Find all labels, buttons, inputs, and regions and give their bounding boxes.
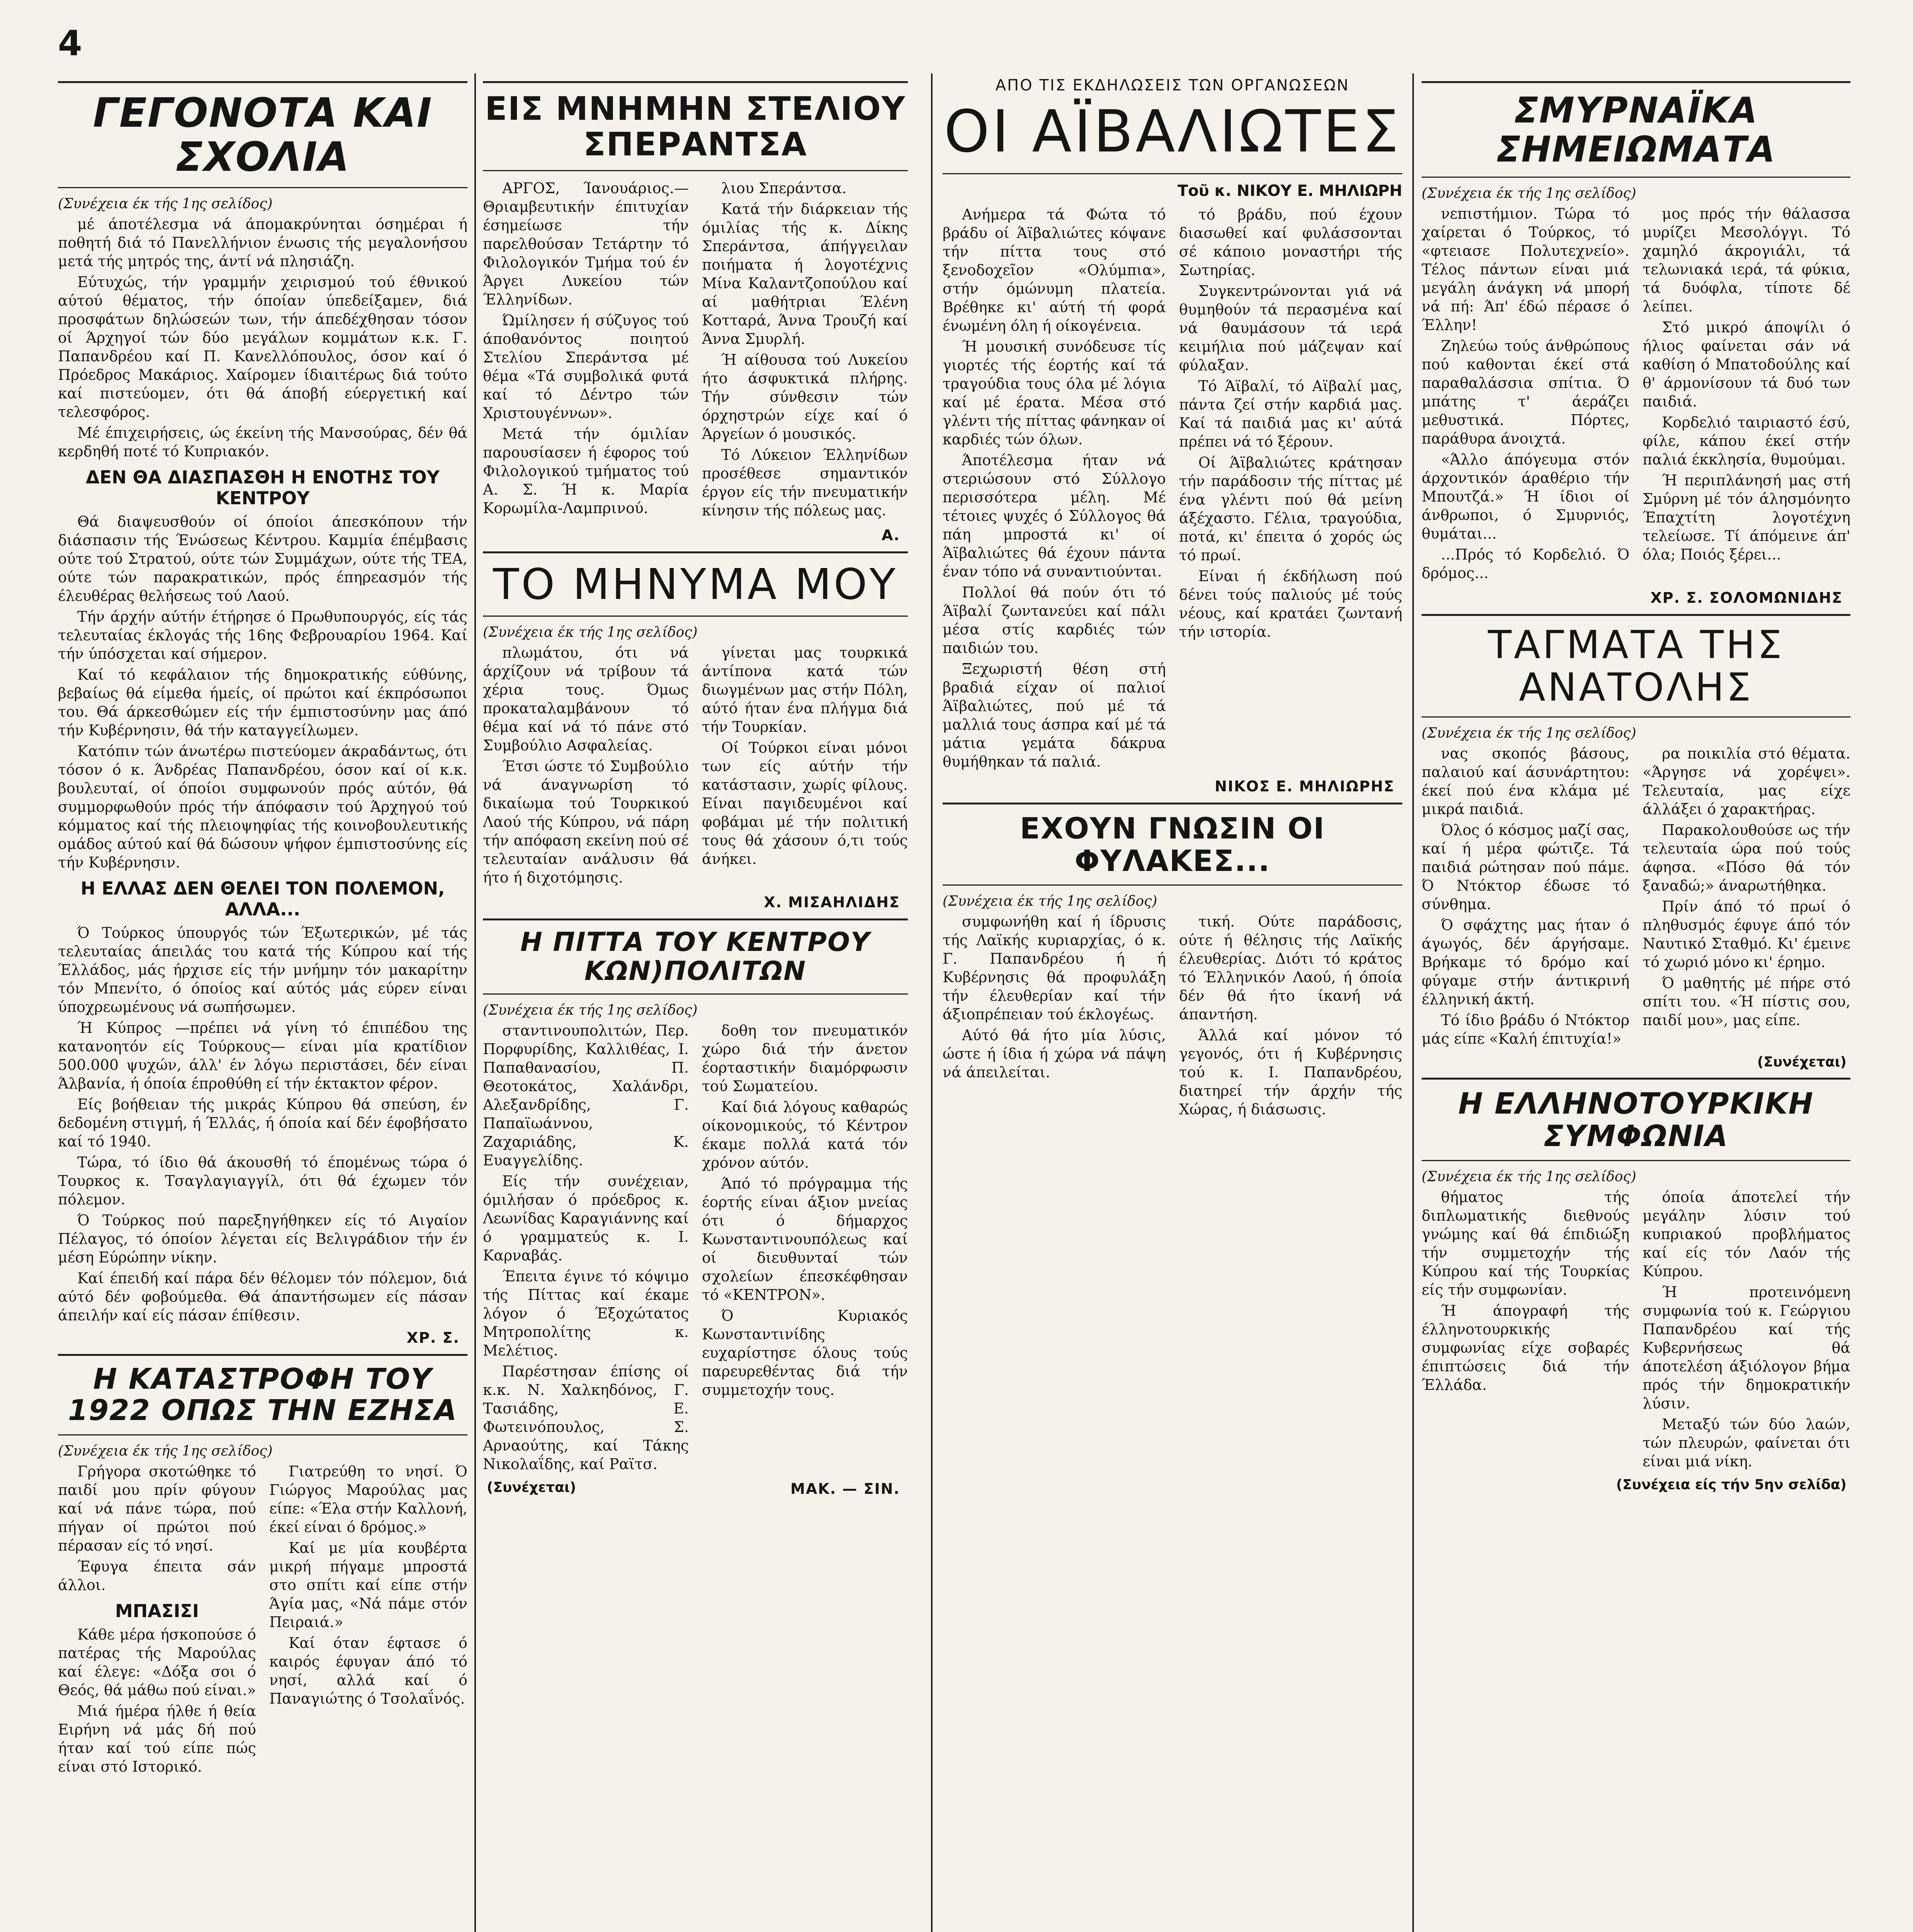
paragraph: Ό Τούρκος πού παρεξηγήθηκεν είς τό Αιγαίον Πέλαγος, τό όποίον λέγεται είς Βελιγράδιον τήν έν μέση Εύρώπην νίκην. — [58, 1211, 467, 1266]
continued-footer: (Συνέχεται) — [487, 1480, 576, 1496]
paragraph: νεπιστήμιον. Τώρα τό χαίρεται ό Τούρκος, τό «φτειασε Πολυτεχνείο». Τέλος πάντων είναι μιά μεγάλη άνάγκη νά μπορή νά πή: Άπ' έδώ πέρασε ό Έλλην! — [1422, 205, 1629, 334]
headline-smyrnaika: ΣΜΥΡΝΑΪΚΑ ΣΗΜΕΙΩΜΑΤΑ — [1496, 90, 1776, 170]
article-body — [1422, 744, 1850, 1050]
article-body — [58, 215, 467, 461]
paragraph: λιου Σπεράντσα. — [721, 179, 847, 197]
continued-note: (Συνέχεια έκ τής 1ης σελίδος) — [58, 1443, 273, 1459]
paragraph: Στό μικρό άποψίλι ό ήλιος φαίνεται σάν νά καθίση ό Μπατοδούλης καί θ' άρμονίσουν τά δυό των παιδιά. — [1643, 319, 1850, 410]
divider — [943, 173, 1402, 174]
paragraph: Καί όταν έφτασε ό καιρός έφυγαν άπό τό νησί, αλλά καί ό Παναγιώτης ό Τσολαΐνός. — [269, 1634, 467, 1707]
paragraph: μέ άποτέλεσμα νά άπομακρύνηται όσημέραι ή ποθητή διά τό Πανελλήνιον ένωσις τής μεγαλονήσου μετά τής μητρός της, άντί νά πλησιάζη. — [58, 215, 467, 270]
paragraph: Ό Κυριακός Κωνσταντινίδης ευχαρίστησε όλους τούς παρευρεθέντας διά τήν συμμετοχήν τους. — [702, 1307, 908, 1399]
continued-note: (Συνέχεια έκ τής 1ης σελίδος) — [58, 196, 273, 212]
continued-footer: (Συνέχεται) — [1757, 1054, 1847, 1070]
column-2 — [483, 73, 908, 1932]
divider — [1422, 177, 1850, 178]
paragraph: γίνεται μας τουρκικά άντίπονα κατά τών διωγμένων μας στήν Πόλη, αύτό ήταν ένα πλήγμα διά τήν Τουρκίαν. — [702, 644, 908, 735]
divider — [1422, 614, 1850, 616]
headline-to-minyma-mou: ΤΟ ΜΗΝΥΜΑ ΜΟΥ — [493, 559, 898, 609]
paragraph: Ό Τούρκος ύπουργός τών Έξωτερικών, μέ τάς τελευταίας άπειλάς του κατά τής Κύπρου καί τής Έλλάδος, μάς ήρχισε είς τήν μνήμην τόν μακαρίτην τόν Μπενίτο, ό όποίος καί αύτός μάς εύρεν είναι ύποχρεωμένους νά σωπήσωμεν. — [58, 924, 467, 1015]
article-body — [58, 923, 467, 1325]
paragraph: Ό μαθητής μέ πήρε στό σπίτι του. «Ή πίστις σου, παιδί μου», μας είπε. — [1643, 975, 1850, 1029]
paragraph: Συγκεντρώνονται γιά νά θυμηθούν τά περασμένα καί νά θαυμάσουν τά ιερά κειμήλια πού μάζεψαν καί φύλαξαν. — [1179, 282, 1402, 374]
paragraph: Μεταξύ τών δύο λαών, τών πλευρών, φαίνεται ότι είναι μιά νίκη. — [1643, 1415, 1850, 1470]
divider — [58, 1434, 467, 1435]
kicker: ΑΠΟ ΤΙΣ ΕΚΔΗΛΩΣΕΙΣ ΤΩΝ ΟΡΓΑΝΩΣΕΩΝ — [995, 77, 1350, 94]
paragraph: Πρίν άπό τό πρωί ό πληθυσμός έφυγε άπό τόν Ναυτικό Σταθμό. Κι' έμεινε τό χωριό μόνο κι' έρημο. — [1643, 898, 1850, 971]
headline-pitta-kentrou: Η ΠΙΤΤΑ ΤΟΥ ΚΕΝΤΡΟΥ ΚΩΝ)ΠΟΛΙΤΩΝ — [520, 927, 871, 986]
divider — [943, 884, 1402, 886]
paragraph: Είς τήν συνέχειαν, όμιλήσαν ό πρόεδρος κ. Λεωνίδας Καραγιάννης καί ό γραμματεύς κ. Ι. Καρναβάς. — [483, 1173, 689, 1264]
paragraph: ρα ποικιλία στό θέματα. «Άργησε νά χορέψει». Τελευταία, μας είχε άλλάξει ό χαρακτήρας. — [1643, 745, 1850, 818]
paragraph: θήματος τής διπλωματικής διεθνούς γνώμης καί θά έπιδιώξη τήν συμμετοχήν τής Κύπρου καί τής Τουρκίας είς τήν συμφωνίαν. — [1422, 1188, 1629, 1298]
paragraph: Ή Κύπρος —πρέπει νά γίνη τό έπιπέδου της κατανοητόν είς Τούρκους— είναι μία κρατίδιον 500.000 ψυχών, άλλ' έν λόγω περιστάσει, δέν είναι Άλβανία, ή όποία έπροθύθη εί τήν έκτακτον φέρον. — [58, 1019, 467, 1092]
paragraph: Οί Τούρκοι είναι μόνοι των είς αύτήν τήν κατάστασιν, χωρίς φίλους. Είναι παγιδευμένοι καί φοβάμαι μέ τήν πολιτική τους θά χάσουν ό,τι τούς άνήκει. — [702, 739, 908, 867]
signature: ΧΡ. Σ. — [406, 1329, 460, 1346]
headline-katastrofi-1922: Η ΚΑΤΑΣΤΡΟΦΗ ΤΟΥ 1922 ΟΠΩΣ ΤΗΝ ΕΖΗΣΑ — [68, 1362, 457, 1427]
paragraph: Γρήγορα σκοτώθηκε τό παιδί μου πρίν φύγουν καί νά πάνε τώρα, πού πήγαν οί πρώτοι πού πέρασαν είς τό νησί. — [58, 1463, 256, 1554]
signature: ΝΙΚΟΣ Ε. ΜΗΛΙΩΡΗΣ — [1215, 778, 1395, 795]
signature: ΜΑΚ. — ΣΙΝ. — [790, 1480, 900, 1498]
paragraph: Ή άπογραφή τής έλληνοτουρκικής συμφωνίας είχε σοβαρές έπιπτώσεις διά τήν Έλλάδα. — [1422, 1302, 1629, 1393]
paragraph: Καί έπειδή καί πάρα δέν θέλομεν τόν πόλεμον, διά αύτό δέν φοβούμεθα. Θά άπαντήσωμεν είς πάσαν άπειλήν καί είς πάσαν έπίθεσιν. — [58, 1269, 467, 1324]
column-rule — [1412, 73, 1414, 1932]
headline-fylakes: ΕΧΟΥΝ ΓΝΩΣΙΝ ΟΙ ΦΥΛΑΚΕΣ... — [1020, 811, 1325, 878]
headline-ellinotourkiki-symfonia: Η ΕΛΛΗΝΟΤΟΥΡΚΙΚΗ ΣΥΜΦΩΝΙΑ — [1458, 1086, 1814, 1153]
paragraph: Ή περιπλάνησή μας στή Σμύρνη μέ τόν άλησμόνητο Έπαχτίτη λογοτέχνη τελείωσε. Τί άπόμεινε άπ' όλα; Ποιός ξέρει... — [1643, 472, 1850, 563]
paragraph: μος πρός τήν θάλασσα μυρίζει Μεσολόγγι. Τό χαμηλό άκρογιάλι, τά τελωνιακά ιερά, τά φύκια, τά δυόφλα, τίποτε δέ λείπει. — [1643, 205, 1850, 315]
paragraph: Αύτό θά ήτο μία λύσις, ώστε ή ίδια ή χώρα νά πάψη νά άπειλείται. — [943, 1027, 1166, 1081]
paragraph: Άλλά καί μόνον τό γεγονός, ότι ή Κυβέρνησις τού κ. Ι. Παπανδρέου, διατηρεί τήν άρχήν τής Χώρας, ή διάσωσις. — [1179, 1027, 1402, 1118]
divider — [58, 187, 467, 188]
article-body — [483, 643, 908, 889]
article-body — [943, 912, 1402, 1121]
paragraph: τό βράδυ, πού έχουν διασωθεί καί φυλάσσονται σέ κάποιο μοναστήρι τής Σωτηρίας. — [1179, 206, 1402, 279]
paragraph: Έφυγα έπειτα σάν άλλοι. — [58, 1558, 256, 1594]
paragraph: δοθη τον πνευματικόν χώρο διά τήν άνετον έορταστικήν διαμόρφωσιν τού Σωματείου. — [702, 1022, 908, 1095]
paragraph: συμφωνήθη καί ή ίδρυσις τής Λαϊκής κυριαρχίας, ό κ. Γ. Παπανδρέου ή ή Κυβέρνησις θά προφυλάξη τήν έλευθερίαν καί τήν άξιοπρέπειαν τού έκλογέως. — [943, 913, 1166, 1023]
divider — [1422, 1160, 1850, 1161]
byline: Τοῦ κ. ΝΙΚΟΥ Ε. ΜΗΛΙΩΡΗ — [1177, 182, 1402, 200]
paragraph: ΑΡΓΟΣ, Ίανουάριος.— Θριαμβευτικήν έπιτυχίαν έσημείωσε τήν παρελθούσαν Τετάρτην τό Φιλολογικόν Τμήμα τού έν Άργει Λυκείου τών Έλληνίδων. — [483, 179, 689, 308]
paragraph: Άπό τό πρόγραμμα τής έορτής είναι άξιον μνείας ότι ό δήμαρχος Κωνσταντινουπόλεως καί οί διευθυνταί τών σχολείων έπεσκέφθησαν τό «ΚΕΝΤΡΟΝ». — [702, 1175, 908, 1304]
paragraph: Παρακολουθούσε ως τήν τελευταία ώρα πού τούς άφησα. «Πόσο θά τόν ξαναδώ;» άναρωτήθηκα. — [1643, 821, 1850, 895]
paragraph: Μετά τήν όμιλίαν παρουσίασεν ή έφορος τού Φιλολογικού τμήματος τού Α. Σ. Ή κ. Μαρία Κορωμίλα-Λαμπρινού. — [483, 425, 689, 517]
paragraph: Ή προτεινόμενη συμφωνία τού κ. Γεώργιου Παπανδρέου καί τής Κυβερνήσεως θά άποτελέση άξιόλογον βήμα πρός τήν δημοκρατικήν λύσιν. — [1643, 1283, 1850, 1412]
paragraph: Έπειτα έγινε τό κόψιμο τής Πίττας καί έκαμε λόγον ό Έξοχώτατος Μητροπολίτης κ. Μελέτιος. — [483, 1268, 689, 1359]
article-body — [58, 512, 467, 872]
continued-note: (Συνέχεια έκ τής 1ης σελίδος) — [483, 624, 698, 640]
paragraph: Ξεχωριστή θέση στή βραδιά είχαν οί παλιοί Άϊβαλιώτες, πού μέ τά μαλλιά τους άσπρα καί μέ τά μάτια γεμάτα δάκρυα θυμήθηκαν τά παλιά. — [943, 660, 1166, 770]
paragraph: ...Πρός τό Κορδελιό. Ό δρόμος... — [1422, 546, 1629, 582]
divider — [58, 1354, 467, 1356]
paragraph: Καί τό κεφάλαιον τής δημοκρατικής εύθύνης, βεβαίως θά είμεθα ήμείς, οί πρώτοι καί έκπρόσωποι του. Θά άρκεσθώμεν είς τήν έμπιστοσύνην μας άπό τήν Κυβέρνησιν, θά τήν καταγγείλωμεν. — [58, 666, 467, 739]
article-body — [483, 1021, 908, 1476]
column-rule — [474, 73, 476, 1932]
paragraph: σταντινουπολιτών, Περ. Πορφυρίδης, Καλλιθέας, Ι. Παπαθανασίου, Π. Θεοτοκάτος, Χαλάνδρι, Αλεξανδρίδης, Γ. Παπαϊωάννου, Ζαχαριάδης, Κ. Ευαγγελίδης. — [483, 1022, 689, 1169]
divider — [483, 616, 908, 617]
headline-aivaliotes: ΟΙ ΑΪΒΑΛΙΩΤΕΣ — [944, 98, 1401, 165]
paragraph: Τό Λύκειον Έλληνίδων προσέθεσε σημαντικόν έργον είς τήν πνευματικήν κίνησιν τής πόλεως μας. — [702, 446, 908, 519]
paragraph: Άποτέλεσμα ήταν νά στεριώσουν στό Σύλλογο περισσότερα μέλη. Μέ τέτοιες ψυχές ό Σύλλογος θά πάη μπροστά κι' οί Άϊβαλιώτες θά έχουν πάντα έναν τόπο νά συναντιούνται. — [943, 452, 1166, 580]
paragraph: Εύτυχώς, τήν γραμμήν χειρισμού τού έθνικού αύτού θέματος, τήν όποίαν ύπεδείξαμεν, διά προσφάτων δηλώσεών των, τήν άπεδέχθησαν τόσον οί Άρχηγοί τών δύο μεγάλων κομμάτων κ.κ. Γ. Παπανδρέου καί Π. Κανελλόπουλος, όσον καί ό Πρόεδρος Μακάριος. Χαίρομεν ίδιαιτέρως διά τούτο καί πιστεύομεν, ότι θά άποβή εύεργετική καί τελεσφόρος. — [58, 273, 467, 420]
divider — [483, 551, 908, 553]
signature: Χ. ΜΙΣΑΗΛΙΔΗΣ — [764, 893, 900, 911]
paragraph: Τήν άρχήν αύτήν έτήρησε ό Πρωθυπουργός, είς τάς τελευταίας έκλογάς τής 16ης Φεβρουαρίου 1964. Καί τήν ύπόσχεται καί σήμερον. — [58, 608, 467, 662]
continued-note: (Συνέχεια έκ τής 1ης σελίδος) — [483, 1002, 698, 1019]
paragraph: Ό σφάχτης μας ήταν ό άγωγός, δέν άργήσαμε. Βρήκαμε τό δρόμο καί φύγαμε στήν άντικρινή έλληνική άκτή. — [1422, 917, 1629, 1008]
divider — [1422, 81, 1850, 83]
paragraph: Κορδελιό ταιριαστό έσύ, φίλε, κάπου έκεί στήν παλιά έκκλησία, θυμούμαι. — [1643, 414, 1850, 468]
divider — [483, 170, 908, 171]
paragraph: όποία άποτελεί τήν μεγάλην λύσιν τού κυπριακού προβλήματος καί είς τόν Λαόν τής Κύπρου. — [1643, 1188, 1850, 1280]
column-rule — [931, 73, 933, 1932]
divider — [483, 81, 908, 83]
column-1 — [58, 73, 467, 1932]
article-body — [943, 205, 1402, 773]
paragraph: τική. Ούτε παράδοσις, ούτε ή θέλησις τής Λαϊκής έλευθερίας. Διότι τό κράτος τό Έλληνικόν Λαού, ή όποία δέν θά ήτο ίκανή νά άπαντήση. — [1179, 913, 1402, 1023]
paragraph: Είς βοήθειαν τής μικράς Κύπρου θά σπεύση, έν δεδομένη στιγμή, ή Έλλάς, ή όποία καί δέν έφοβήσατο καί τό 1940. — [58, 1095, 467, 1150]
paragraph: Καί με μία κουβέρτα μικρή πήγαμε μπροστά στο σπίτι καί είπε στήν Άγία μας, «Νά πάμε στόν Πειραιά.» — [269, 1539, 467, 1631]
paragraph: Είναι ή έκδήλωση πού δένει τούς παλιούς μέ τούς νέους, καί κρατάει ζωντανή τήν ιστορία. — [1179, 568, 1402, 640]
article-body — [58, 1462, 467, 1778]
subheading: Η ΕΛΛΑΣ ΔΕΝ ΘΕΛΕΙ ΤΟΝ ΠΟΛΕΜΟΝ, ΑΛΛΑ... — [80, 878, 445, 920]
continued-note: (Συνέχεια έκ τής 1ης σελίδος) — [1422, 1168, 1636, 1185]
paragraph: Ζηλεύω τούς άνθρώπους πού καθονται έκεί στά παραθαλάσσια σπίτια. Ό μπάτης τ' άεράζει μεθυστικά. Πόρτες, παράθυρα άνοιχτά. — [1422, 337, 1629, 447]
paragraph: Τώρα, τό ίδιο θά άκουσθή τό έπομένως τώρα ό Τουρκος κ. Τσαγλαγιαγγίλ, ότι θά έχωμεν τόν πόλεμον. — [58, 1153, 467, 1208]
paragraph: Κατόπιν τών άνωτέρω πιστεύομεν άκραδάντως, ότι τόσον ό κ. Άνδρέας Παπανδρέου, όσον καί οί κ.κ. βουλευταί, οί όποίοι συμφωνούν πρός αύτόν, θά συμμορφωθούν πρός τήν άπόφασιν τού Άρχηγού τού κόμματος καί τής πλειοψηφίας τής κοινοβουλευτικής ομάδος αύτού καί θά δώσουν ψήφον έμπιστοσύνης είς τήν Κυβέρνησιν. — [58, 742, 467, 871]
paragraph: Θά διαψευσθούν οί όποίοι άπεσκόπουν τήν διάσπασιν τής Ένώσεως Κέντρου. Καμμία έπέμβασις ούτε τού Στρατού, ούτε τών Συμμάχων, ούτε τής ΤΕΑ, ούτε τών παρακρατικών, πρός έπηρεασμόν τής έλευθέρας θελήσεως τού Λαού. — [58, 513, 467, 604]
paragraph: νας σκοπός βάσους, παλαιού καί άσυνάρτητου: έκεί πού ένα κλάμα μέ μικρά παιδιά. — [1422, 745, 1629, 818]
column-4 — [1422, 73, 1850, 1932]
headline-gegonota-kai-scholia: ΓΕΓΟΝΟΤΑ ΚΑΙ ΣΧΟΛΙΑ — [93, 89, 433, 181]
column-3 — [943, 73, 1402, 1932]
signature: Α. — [882, 526, 900, 544]
continued-note: (Συνέχεια έκ τής 1ης σελίδος) — [1422, 185, 1636, 202]
paragraph: πλωμάτου, ότι νά άρχίζουν νά τρίβουν τά χέρια τους. Όμως προκαταλαμβάνουν τό θέμα καί νά τό πάνε στό Συμβούλιο Ασφαλείας. — [483, 644, 689, 754]
divider — [943, 803, 1402, 804]
paragraph: Έτσι ώστε τό Συμβούλιο νά άναγνωρίση τό δικαίωμα τού Τουρκικού Λαού τής Κύπρου, νά πάρη τήν απόφαση εκείνη πού σέ τελευταίαν ανάλυσιν θά ήτο ή διχοτόμησις. — [483, 757, 689, 886]
divider — [58, 81, 467, 83]
paragraph: Καί διά λόγους καθαρώς οίκονομικούς, τό Κέντρον έκαμε πολλά κατά τόν χρόνον αύτόν. — [702, 1099, 908, 1172]
continued-footer: (Συνέχεια είς τήν 5ην σελίδα) — [1616, 1476, 1847, 1493]
article-body — [1422, 1188, 1850, 1473]
page-number: 4 — [58, 23, 82, 64]
continued-note: (Συνέχεια έκ τής 1ης σελίδος) — [943, 893, 1157, 910]
paragraph: Όλος ό κόσμος μαζί σας, καί ή μέρα φώτιζε. Τά παιδιά ρώτησαν πού πάμε. Ό Ντόκτορ έδωσε τό σύνθημα. — [1422, 821, 1629, 913]
subheading: ΜΠΑΣΙΣΙ — [115, 1600, 199, 1621]
paragraph: Παρέστησαν έπίσης οί κ.κ. Ν. Χαλκηδόνος, Γ. Τασιάδης, Ε. Φωτεινόπουλος, Σ. Αρναούτης, καί Τάκης Νικολαΐδης, καί Ραϊτσ. — [483, 1363, 689, 1473]
continued-note: (Συνέχεια έκ τής 1ης σελίδος) — [1422, 725, 1636, 742]
paragraph: Ή μουσική συνόδευσε τίς γιορτές τής έορτής καί τά τραγούδια τους όλα μέ λόγια καί μέ έρατα. Μέσα στό γλέντι τής πίττας φάνηκαν οί καρδιές τών όλων. — [943, 338, 1166, 448]
paragraph: Γιατρεύθη το νησί. Ό Γιώργος Μαρούλας μας είπε: «Έλα στήν Καλλονή, έκεί είναι ό δρόμος.» — [269, 1463, 467, 1536]
paragraph: Πολλοί θά πούν ότι τό Άϊβαλί ζωντανεύει καί πάλι μέσα στίς καρδιές τών παιδιών του. — [943, 584, 1166, 656]
subheading: ΔΕΝ ΘΑ ΔΙΑΣΠΑΣΘΗ Η ΕΝΟΤΗΣ ΤΟΥ ΚΕΝΤΡΟΥ — [86, 466, 440, 509]
paragraph: Ή αίθουσα τού Λυκείου ήτο άσφυκτικά πλήρης. Τήν σύνθεσιν τών όρχηστρών είχε καί ό Άργείων ό μουσικός. — [702, 351, 908, 442]
divider — [1422, 716, 1850, 718]
paragraph: Ώμίλησεν ή σύζυγος τού άποθανόντος ποιητού Στελίου Σπεράντσα μέ θέμα «Τά συμβολικά φυτά καί τό Δέντρο τών Χριστουγέννων». — [483, 311, 689, 422]
divider — [483, 918, 908, 920]
headline-tagmata-anatolis: ΤΑΓΜΑΤΑ ΤΗΣ ΑΝΑΤΟΛΗΣ — [1488, 622, 1784, 710]
article-body — [1422, 204, 1850, 585]
paragraph: Τό Άϊβαλί, τό Αϊβαλί μας, πάντα ζεί στήν καρδιά μας. Καί τά παιδιά μας κι' αύτά πρέπει νά τό ξέρουν. — [1179, 378, 1402, 450]
signature: ΧΡ. Σ. ΣΟΛΟΜΩΝΙΔΗΣ — [1650, 589, 1843, 607]
paragraph: Κατά τήν διάρκειαν τής όμιλίας τής κ. Δίκης Σπεράντσα, άπήγγειλαν ποιήματα ή λογοτέχνις Μίνα Καλαντζοπούλου καί αί μαθήτριαι Έλένη Κοτταρά, Άννα Τρουζή καί Άννα Σμυρλή. — [702, 200, 908, 347]
paragraph: «Άλλο άπόγευμα στόν άρχοντικόν άραθέριο τήν Μπουτζά.» Ή ίδιοι οί άνθρωποι, ό Σμυρνιός, θυμάται... — [1422, 451, 1629, 543]
paragraph: Μέ έπιχειρήσεις, ώς έκείνη τής Μανσούρας, δέν θά κερδηθή ποτέ τό Κυπριακόν. — [58, 424, 467, 460]
divider — [483, 993, 908, 995]
paragraph: Ανήμερα τά Φώτα τό βράδυ οί Άϊβαλιώτες κόψανε τήν πίττα τους στό ξενοδοχεῖον «Ολύμπια», στήν όμώνυμη πλατεία. Βρέθηκε κι' αύτή τή φορά ένωμένη όλη ή οίκογένεια. — [943, 206, 1166, 334]
paragraph: Τό ίδιο βράδυ ό Ντόκτορ μάς είπε «Καλή έπιτυχία!» — [1422, 1012, 1629, 1048]
divider — [1422, 1078, 1850, 1080]
paragraph: Μιά ήμέρα ήλθε ή θεία Ειρήνη νά μάς δή πού ήταν καί τού είπε πώς είναι στό Ιστορικό. — [58, 1702, 256, 1775]
paragraph: Κάθε μέρα ήσκοπούσε ό πατέρας τής Μαρούλας καί έλεγε: «Δόξα σοι ό Θεός, θά μάθω πού είναι.» — [58, 1626, 256, 1699]
article-body — [483, 179, 908, 522]
headline-stelios-sperantsas: ΕΙΣ ΜΝΗΜΗΝ ΣΤΕΛΙΟΥ ΣΠΕΡΑΝΤΣΑ — [485, 90, 906, 163]
paragraph: Οί Άϊβαλιώτες κράτησαν τήν παράδοσιν τής πίττας μέ ένα γλέντι πού θά μείνη άξέχαστο. Γέλια, τραγούδια, ποτά, κι' έπειτα ό χορός ώς τό πρωί. — [1179, 454, 1402, 564]
